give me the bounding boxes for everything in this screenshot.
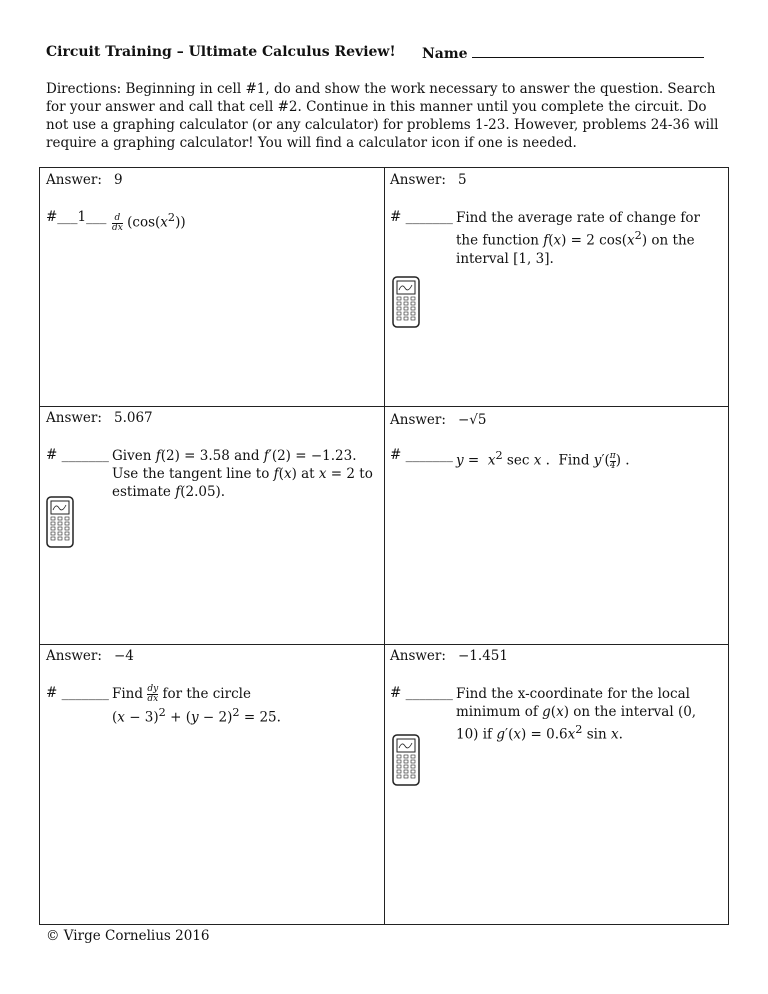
answer-value: −1.451 bbox=[458, 648, 508, 664]
problem-row bbox=[46, 209, 376, 233]
answer-row bbox=[390, 412, 487, 428]
answer-value: 9 bbox=[114, 172, 123, 188]
answer-label: Answer: bbox=[390, 172, 446, 188]
name-label: Name bbox=[422, 46, 468, 62]
answer-label: Answer: bbox=[46, 410, 102, 426]
problem-text: Given f(2) = 3.58 and f′(2) = −1.23. Use the tangent line to f(x) at x = 2 to estimate f(2.05). bbox=[112, 448, 373, 500]
cell-number-blank[interactable]: # _______ bbox=[390, 209, 453, 225]
answer-label: Answer: bbox=[46, 172, 102, 188]
circuit-cell bbox=[40, 406, 384, 644]
circuit-cell bbox=[40, 644, 384, 926]
circuit-grid bbox=[39, 167, 729, 925]
directions-text: Directions: Beginning in cell #1, do and show the work necessary to answer the question. Search for your answer and call that cell #2. Continue in this manner until you complete the circuit. Do not use a graphing calculator (or any calculator) for problems 1-23. However, problems 24-36 will require a graphing calculator! You will find a calculator icon if one is needed. bbox=[46, 81, 719, 151]
problem-text: Find the average rate of change for the function f(x) = 2 $\cos(x^2)$ on the interval [1, 3]. bbox=[456, 210, 700, 267]
answer-row bbox=[390, 172, 467, 188]
answer-value: −√5 bbox=[458, 412, 487, 428]
problem-row bbox=[390, 685, 720, 744]
answer-label: Answer: bbox=[390, 412, 446, 428]
circuit-cell bbox=[384, 406, 728, 644]
answer-label: Answer: bbox=[390, 648, 446, 664]
cell-number-blank[interactable]: # _______ bbox=[46, 447, 109, 463]
answer-value: 5 bbox=[458, 172, 467, 188]
problem-row bbox=[390, 447, 720, 471]
worksheet-title: Circuit Training – Ultimate Calculus Review! bbox=[46, 44, 396, 60]
cell-number-blank[interactable]: # _______ bbox=[390, 685, 453, 701]
problem-text: Find the x-coordinate for the local minimum of g(x) on the interval (0, 10) if $g'(x) = 0.6x^2$ sin x. bbox=[456, 686, 697, 743]
name-field[interactable] bbox=[422, 44, 704, 62]
calculator-icon bbox=[46, 496, 74, 548]
problem-text: $y = x^2$ sec x . Find y′( $\frac{\pi}{4}$ ) . bbox=[456, 449, 630, 471]
dy-dx: $\frac{dy}{dx}$ bbox=[147, 684, 159, 704]
problem-text: Find $\frac{dy}{dx}$ for the circle $(x - 3)^2 + (y - 2)^2 = 25$. bbox=[112, 684, 281, 726]
answer-value: 5.067 bbox=[114, 410, 153, 426]
problem-row bbox=[46, 685, 376, 727]
pi-over-four: $\frac{\pi}{4}$ bbox=[609, 450, 616, 471]
answer-row bbox=[390, 648, 508, 664]
circuit-cell bbox=[384, 168, 728, 406]
circuit-cell bbox=[40, 168, 384, 406]
answer-row bbox=[46, 648, 134, 664]
copyright-footer: © Virge Cornelius 2016 bbox=[46, 928, 210, 944]
problem-row bbox=[46, 447, 376, 501]
cell-number-blank[interactable]: #___1___ bbox=[46, 209, 107, 225]
answer-row bbox=[46, 410, 153, 426]
derivative-operator: $\frac{d}{dx}$ bbox=[112, 212, 123, 233]
answer-value: −4 bbox=[114, 648, 134, 664]
page-header bbox=[46, 44, 726, 62]
cell-number-blank[interactable]: # _______ bbox=[390, 447, 453, 463]
calculator-icon bbox=[392, 734, 420, 786]
answer-label: Answer: bbox=[46, 648, 102, 664]
problem-text: $\frac{d}{dx}$ $(\cos(x^2))$ bbox=[112, 211, 186, 233]
name-blank-line[interactable] bbox=[472, 44, 704, 58]
cell-number-blank[interactable]: # _______ bbox=[46, 685, 109, 701]
problem-row bbox=[390, 209, 720, 268]
circuit-cell bbox=[384, 644, 728, 926]
calculator-icon bbox=[392, 276, 420, 328]
answer-row bbox=[46, 172, 123, 188]
